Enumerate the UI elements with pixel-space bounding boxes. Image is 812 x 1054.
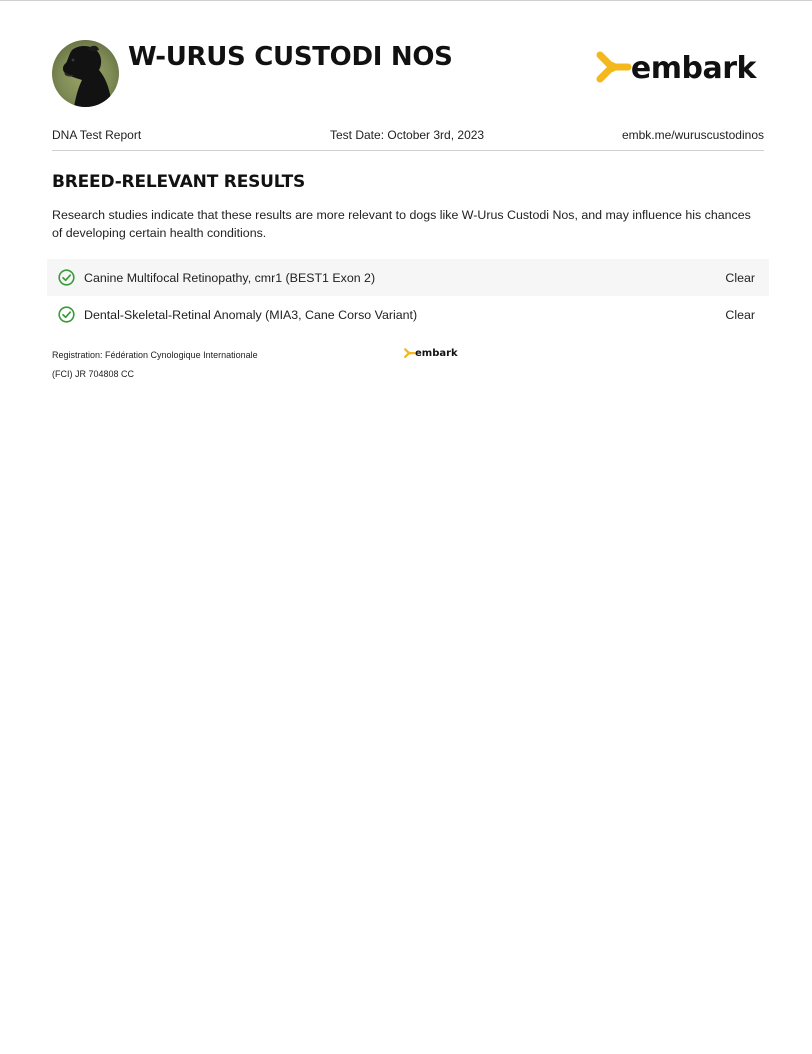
footer-embark-logo [402,345,458,359]
test-date-label: Test Date: October 3rd, 2023 [330,128,485,142]
report-header [52,40,764,108]
registration-info [52,346,258,384]
embark-wordmark: embark [630,50,756,86]
dog-photo-icon [52,40,119,107]
report-meta-row [52,128,764,144]
registration-line-2: (FCI) JR 704808 CC [52,369,135,379]
result-name: Canine Multifocal Retinopathy, cmr1 (BEST1 Exon 2) [84,270,376,285]
embark-logo [590,44,756,86]
dog-name-title: W-URUS CUSTODI NOS [128,42,453,72]
results-list [47,259,769,333]
avatar [52,40,119,107]
section-description: Research studies indicate that these results are more relevant to dogs like W-Urus Custodi Nos, and may influence his chances of developing certain health conditions. [52,208,751,240]
result-name: Dental-Skeletal-Retinal Anomaly (MIA3, Cane Corso Variant) [84,307,418,322]
embark-mark-icon [402,346,416,359]
top-border [0,0,812,1]
meta-divider [52,150,764,151]
report-url-link[interactable]: embk.me/wuruscustodinos [621,128,764,142]
section-title: BREED-RELEVANT RESULTS [52,172,306,192]
report-type-label: DNA Test Report [52,128,142,142]
list-item [47,296,769,333]
embark-mark-icon [590,45,634,85]
result-status: Clear [725,307,755,322]
check-circle-icon [58,269,75,286]
result-status: Clear [725,270,755,285]
footer-embark-wordmark: embark [415,347,458,359]
list-item [47,259,769,296]
registration-line-1: Registration: Fédération Cynologique Internationale [52,350,258,360]
check-circle-icon [58,306,75,323]
